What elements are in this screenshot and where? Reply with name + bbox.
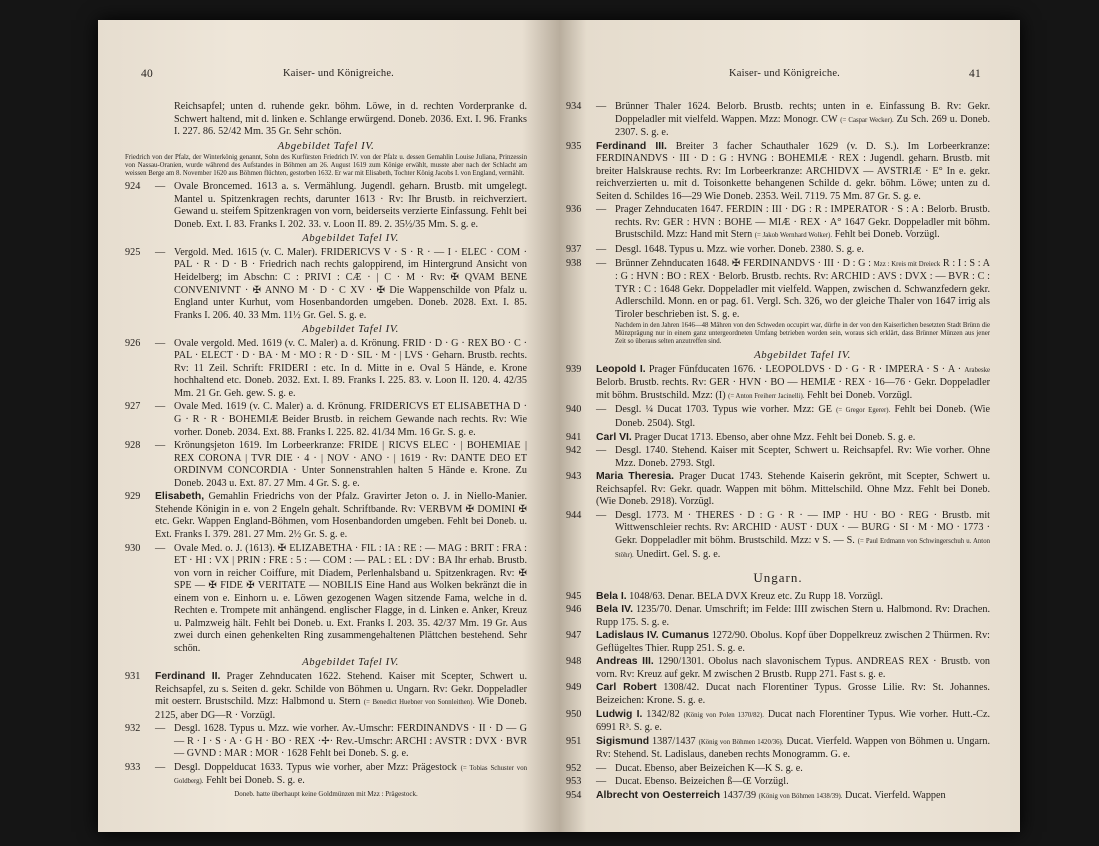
entry-number: 924 [125, 181, 141, 193]
entry-number: 938 [566, 257, 582, 269]
entry-text: Prager Zehnducaten 1622. Stehend. Kaiser mit Scepter, Schwert u. Reichsapfel, zu s. Seiten d. gekr. Schilde von Böhmen u. Ungarn. Rv: Gekr. Doppeladler mit oesterr. Brustschild. Mzz: Halbmond u. Stern [155, 670, 527, 708]
mintmaster-note: (= Benedict Huebner von Sonnleithen). [363, 699, 475, 707]
entry-text: Prager Ducat 1713. Ebenso, aber ohne Mzz. Fehlt bei Doneb. S. g. e. [634, 431, 916, 443]
plate-caption: Abgebildet Tafel IV. [277, 139, 375, 152]
entry-number: 942 [566, 445, 582, 457]
entry-text-cont: Fehlt bei Doneb. Vorzügl. [834, 229, 940, 241]
entry-number: 941 [566, 431, 582, 443]
right-text-column [566, 101, 990, 804]
catalog-entry-935 [566, 141, 990, 204]
running-title: Kaiser- und Königreiche. [729, 68, 841, 79]
mintmaster-note: (= Tobias Schuster von Goldberg). [174, 764, 528, 786]
catalog-entry-936: 936 — Prager Zehnducaten 1647. FERDIN : III · DG : R : IMPERATOR · S : A : Belorb. Brustb. rechts. Rv: GER : HVN : BOHE — MIÆ · REX · A° 1647 Gekr. Doppeladler mit böhm. Brustschild. Mzz: Hand mit Stern (= Jakob Wernhard Wolker). Fehlt bei Doneb. Vorzügl. [566, 204, 990, 241]
ruler-name: Bela I. [596, 590, 627, 602]
entry-number: 937 [566, 244, 582, 256]
catalog-entry-951 [566, 736, 990, 762]
entry-number: 926 [125, 337, 141, 349]
entry-text: Prager Zehnducaten 1647. FERDIN : III · DG : R : IMPERATOR · S : A : Belorb. Brustb. rechts. Rv: GER : HVN : BOHE — MIÆ · REX · A° 1647 Gekr. Doppeladler mit böhm. Brustschild. Mzz: Hand mit Stern [615, 204, 990, 241]
reign-note: (König von Böhmen 1438/39). [758, 792, 843, 800]
page-number: 40 [141, 68, 153, 80]
entry-number: 928 [125, 440, 141, 452]
entry-text: Prager Ducat 1743. Stehende Kaiserin gekrönt, mit Scepter, Schwert u. Reichsapfel. Rv: Gekr. quadr. Wappen mit böhm. Mittelschild. Ohne Mzz. Fehlt bei Doneb. (Wie Doneb. 2918). Vorzügl. [596, 471, 990, 508]
catalog-entry-927: 927 — Ovale Med. 1619 (v. C. Maler) a. d. Krönung. FRIDERICVS ET ELISABETHA D · G · R · R · BOHEMIÆ Beider Brustb. in reichem Gewande nach rechts. Rv: Wie vorher. Doneb. 2034. Ext. 88. Franks I. 225. 82. 41/34 Mm. 16 Gr. S. g. e. [125, 401, 527, 438]
catalog-entry-945 [566, 591, 990, 604]
mintmaster-note: (= Jakob Wernhard Wolker). [754, 232, 833, 240]
catalog-entry-946 [566, 604, 990, 629]
entry-number: 943 [566, 471, 582, 483]
catalog-entry-952: 952 — Ducat. Ebenso, aber Beizeichen K—K S. g. e. [566, 762, 803, 774]
catalog-entry-926: 926 — Ovale vergold. Med. 1619 (v. C. Maler) a. d. Krönung. FRID · D · G · REX BO · C · PAL · ELECT · D · BA · M · MO : R · D · SIL · M · | LVS · Geharn. Brustb. rechts. Rv: 11 Zeil. Schrift: FRIDERI : etc. In d. Mitte in e. Oval 5 Hände, e. Krone hochhaltend etc. Doneb. 2032. Ext. I. 89. Franks I. 225. 83. v. Loon II. 120. 4. 42/35 Mm. 21 Gr. Geh. gew. S. g. e. [125, 337, 527, 399]
entry-text-cont: Zu Sch. 269 u. Doneb. 2307. S. g. e. [615, 113, 990, 139]
catalog-entry-928: 928 — Krönungsjeton 1619. Im Lorbeerkranze: FRIDE | RICVS ELEC · | BOHEMIAE | REX CORONA | TVR DIE · 4 · | NOV · ANO · | 1619 · Rv: DANTE DEO ET ORDINVM CONCORDIA · Unter Sonnenstrahlen halten 5 Hände e. Krone. Zu Doneb. 2043 u. Ext. 87. 27 Mm. 4 Gr. S. g. e. [125, 440, 527, 489]
ruler-name: Ladislaus IV. Cumanus [596, 630, 710, 642]
entry-number: 939 [566, 363, 582, 375]
ruler-name: Ludwig I. [596, 708, 643, 720]
ruler-name: Sigismund [596, 735, 650, 747]
entry-text: Desgl. 1648. Typus u. Mzz. wie vorher. Doneb. 2380. S. g. e. [615, 244, 864, 256]
catalog-entry-939 [566, 364, 990, 404]
entry-number: 933 [125, 761, 141, 773]
entry-text: Prager Fünfducaten 1676. · LEOPOLDVS · D · G · R · IMPERA · S · A · [648, 363, 962, 375]
catalog-entry-925: 925 — Vergold. Med. 1615 (v. C. Maler). FRIDERICVS V · S · R · — I · ELEC · COM · PAL · R · D · B · Friedrich nach rechts galoppirend, im Hintergrund Ansicht von Heidelberg; im Abschn: C : PRIVI : CÆ · | C · M · Rv: ✠ QVAM BENE CONVENIVNT · ✠ ANNO M · D · C XV · ✠ Die Wappenschilde von Pfalz u. England unter Kurhut, vom Hosenbandorden umgeben. Doneb. 2028. Ext. I. 85. Franks I. 206. 40. 33 Mm. 11½ Gr. Gel. S. g. e. Abgebildet Tafel IV. [125, 246, 527, 336]
entry-text: Ducat. Ebenso, aber Beizeichen K—K S. g. e. [615, 762, 803, 774]
historical-note: Nachdem in den Jahren 1646—48 Mähren von den Schweden occupirt war, dürfte in der von den Kaiserlichen besetzten Stadt Brünn die Münzprägung nur in einem ganz untergeordneten Umfang betrieben worden sein, woraus sich erklärt, dass Brünner Münzen aus jener Zeit so überaus selten anzutreffen sind. [615, 322, 990, 346]
left-page [98, 20, 559, 832]
entry-text-cont: Fehlt bei Doneb. (Wie Doneb. 2504). Stgl. [615, 404, 991, 430]
catalog-entry-943 [566, 471, 990, 509]
catalog-entry-924: 924 — Ovale Broncemed. 1613 a. s. Vermählung. Jugendl. geharn. Brustb. mit umgelegt. Mantel u. Spitzenkragen rechts, darunter 1613 · Rv: Ihr Brustb. in reichverziert. Gewand u. steifem Spitzenkragen von vorn, beiderseits verzierte Einfassung. Fehlt bei Doneb. Ext. I. 83. Franks I. 202. 33. v. Loon II. 89. 2. 35½/35 Mm. S. g. e. Abgebildet Tafel IV. [125, 181, 527, 245]
entry-number: 949 [566, 682, 582, 694]
entry-text: 1235/70. Denar. Umschrift; im Felde: IIII zwischen Stern u. Halbmond. Rv: Drachen. Rupp 175. S. g. e. [596, 604, 990, 628]
entry-text-cont: Ducat nach Florentiner Typus. Wie vorher. Hutt.-Cz. 6991 R³. S. g. e. [596, 708, 991, 734]
reign-note: (König von Böhmen 1420/36). [698, 738, 784, 746]
catalog-entry-929 [125, 491, 527, 541]
catalog-entry-954 [566, 790, 990, 804]
reign-note: (König von Polen 1370/82). [683, 711, 764, 719]
catalog-entry-940: 940 — Desgl. ¼ Ducat 1703. Typus wie vorher. Mzz: GE (= Gregor Egerer). Fehlt bei Doneb. (Wie Doneb. 2504). Stgl. [566, 404, 991, 430]
ruler-name: Albrecht von Oesterreich [596, 789, 721, 801]
ruler-name: Carl VI. [596, 431, 632, 443]
ruler-name: Ferdinand II. [155, 670, 221, 682]
entry-number: 951 [566, 735, 582, 747]
catalog-entry-934: 934 — Brünner Thaler 1624. Belorb. Brustb. rechts; unten in e. Einfassung B. Rv: Gekr. Doppeladler mit vielfeld. Wappen. Mzz: Monogr. CW (= Caspar Wecker). Zu Sch. 269 u. Doneb. 2307. S. g. e. [566, 101, 990, 139]
catalog-entry-930: 930 — Ovale Med. o. J. (1613). ✠ ELIZABETHA · FIL : IA : RE : — MAG : BRIT : FRA : ET · HI : VX | PRIN : FRE : 5 : — COM : — PAL : EL : DV : BA Ihr erhab. Brustb. von vorn in reicher Coiffure, mit Diadem, Perlenhalsband u. Spitzenkragen. Rv: ✠ SPE — ✠ FIDE ✠ VERITATE — NOBILIS Eine Hand aus Wolken bekränzt die in einem von e. Einhorn u. e. Löwen gezogenen Wagen sitzende Fama, welche in d. Rechten e. Trompete mit anhängend. englischer Flagge, in d. Linken e. Anker, Kreuz u. Palmzweig hält. Fehlt bei Doneb. u. Ext. Franks I. 203. 35. 42/37 Mm. 19 Gr. Aus zwei durch einen gehenkelten Ring zusammengehaltenen Plättchen bestehend. Sehr schön. Abgebildet Tafel IV. [125, 542, 527, 669]
plate-caption: Abgebildet Tafel IV. [302, 232, 399, 245]
entry-text: Desgl. 1740. Stehend. Kaiser mit Scepter, Schwert u. Reichsapfel. Rv: Wie vorher. Ohne Mzz. Doneb. 2793. Stgl. [615, 445, 990, 469]
entry-text-cont: Ducat. Vierfeld. Wappen [845, 789, 946, 801]
entry-number: 945 [566, 590, 582, 602]
entry-text: Desgl. 1628. Typus u. Mzz. wie vorher. Av.-Umschr: FERDINANDVS · II · D — G — R · I · S · A · G H · BO · REX ·✢· Rev.-Umschr: ARCHI : AVSTR : DVX · BVR — GVND : MAR : MOR · 1628 Fehlt bei Doneb. S. g. e. [174, 723, 527, 760]
page-number: 41 [969, 68, 981, 80]
book-spread [98, 20, 1020, 832]
entry-text: Desgl. ¼ Ducat 1703. Typus wie vorher. Mzz: GE [615, 404, 832, 416]
entry-number: 925 [125, 246, 141, 258]
entry-number: 950 [566, 708, 582, 720]
mintmaster-note: (= Caspar Wecker). [840, 116, 894, 124]
ruler-name: Ferdinand III. [596, 140, 667, 152]
continuation-text: Reichsapfel; unten d. ruhende gekr. böhm. Löwe, in d. rechten Vorderpranke d. Schwert haltend, mit d. linken e. Schlange erwürgend. Doneb. 2036. Ext. I. 96. Franks I. 227. 86. 52/42 Mm. 35 Gr. Sehr schön. [174, 101, 527, 138]
entry-number: 954 [566, 789, 582, 801]
entry-text-cont: Fehlt bei Doneb. S. g. e. [206, 775, 305, 787]
entry-text: 1437/39 [722, 789, 757, 801]
entry-number: 953 [566, 776, 582, 788]
ruler-name: Elisabeth, [155, 491, 205, 503]
entry-number: 944 [566, 509, 582, 521]
catalog-entry-949 [566, 682, 990, 707]
entry-text: 1272/90. Obolus. Kopf über Doppelkreuz zwischen 2 Thürmen. Rv: Geflügeltes Thier. Rupp 251. S. g. e. [596, 630, 991, 654]
entry-text-cont: Unedirt. Gel. S. g. e. [636, 548, 721, 560]
catalog-entry-948 [566, 656, 990, 681]
entry-text: Brünner Zehnducaten 1648. ✠ FERDINANDVS · III · D : G : [615, 257, 871, 269]
catalog-entry-947 [566, 630, 990, 655]
entry-number: 929 [125, 491, 141, 503]
entry-number: 940 [566, 404, 582, 416]
entry-number: 932 [125, 723, 141, 735]
entry-text: Desgl. Doppelducat 1633. Typus wie vorher, aber Mzz: Prägestock [174, 761, 457, 773]
entry-text: 1048/63. Denar. BELA DVX Kreuz etc. Zu Rupp 18. Vorzügl. [629, 590, 883, 602]
entry-text: Desgl. 1773. M · THERES · D : G · R · — IMP · HU · BO · REG · Brustb. mit Wittwenschleier rechts. Rv: ARCHID · AUST · DUX · — BURG · SI · M · MO · 1773 · Gekr. Doppeladler mit böhm. Brustschild. Mzz: v S. — S. [615, 509, 990, 546]
catalog-entry-953: 953 — Ducat. Ebenso. Beizeichen ß—Œ Vorzügl. [566, 776, 789, 788]
catalog-entry-942: 942 — Desgl. 1740. Stehend. Kaiser mit Scepter, Schwert u. Reichsapfel. Rv: Wie vorher. Ohne Mzz. Doneb. 2793. Stgl. [566, 445, 990, 469]
entry-number: 947 [566, 630, 582, 642]
entry-number: 948 [566, 656, 582, 668]
entry-text: 1387/1437 [652, 735, 696, 747]
entry-text-cont: Belorb. Brustb. rechts. Rv: GER · HVN · BO — HEMIÆ · REX · 16—76 · Gekr. Doppeladler mit böhm. Brustschild. Mzz: (I) [596, 377, 990, 401]
entry-number: 952 [566, 762, 582, 774]
entry-text: 1342/82 [646, 708, 680, 720]
entry-text: Ovale Med. o. J. (1613). ✠ ELIZABETHA · FIL : IA : RE : — MAG : BRIT : FRA : ET · HI : VX | PRIN : FRE : 5 : — COM : — PAL : EL : DV : BA Ihr erhab. Brustb. von vorn in reicher Coiffure, mit Diadem, Perlenhalsband u. Spitzenkragen. Rv: ✠ SPE — ✠ FIDE ✠ VERITATE — NOBILIS Eine Hand aus Wolken bekränzt die in einem von e. Einhorn u. e. Löwen gezogenen Wagen sitzende Fama, welche in d. Rechten e. Trompete mit anhängend. englischer Flagge, in d. Linken e. Anker, Kreuz u. Palmzweig hält. Fehlt bei Doneb. u. Ext. Franks I. 203. 35. 42/37 Mm. 19 Gr. Aus zwei durch einen gehenkelten Ring zusammengehaltenen Plättchen bestehend. Sehr schön. [174, 542, 527, 654]
right-page [559, 20, 1020, 832]
entry-text: Breiter 3 facher Schauthaler 1629 (v. D. S.). Im Lorbeerkranze: FERDINANDVS · III · D : G : HVNG : BOHEMIÆ · REX : Jugendl. geharn. Brustb. mit breiter Halskrause rechts. Rv: Im Lorbeerkranze: ARCHIDVX — AVSTRIÆ · E° In e. gekr. reichverzierten u. mit d. Toisonkette behangenen Schilde d. gekr. böhm. Löwe; unten zu d. Seiten d. Schildes 16—29 Wie Doneb. 2353. Weil. 7119. 75 Mm. 87 Gr. S. g. e. [596, 140, 991, 202]
section-heading: Ungarn. [753, 570, 803, 586]
entry-number: 931 [125, 670, 141, 682]
ruler-name: Bela IV. [596, 604, 634, 616]
entry-text: Ovale vergold. Med. 1619 (v. C. Maler) a. d. Krönung. FRID · D · G · REX BO · C · PAL · ELECT · D · BA · M · MO : R · D · SIL · M · | LVS · Geharn. Brustb. rechts. Rv: 11 Zeil. Schrift: FRIDERI : etc. In d. Mitte in e. Oval 5 Hände, e. Krone hochhaltend etc. Doneb. 2032. Ext. I. 89. Franks I. 225. 83. v. Loon II. 120. 4. 42/35 Mm. 21 Gr. Geh. gew. S. g. e. [174, 337, 527, 399]
catalog-entry-938: 938 — Brünner Zehnducaten 1648. ✠ FERDINANDVS · III · D : G : Mzz : Kreis mit Dreieck R : I : S : A : G : HVN : BO : REX · Belorb. Brustb. rechts. Rv: ARCHID : AVS : DVX : — BVR : C : TYR : C : 1648 Gekr. Doppeladler mit vielfeld. Wappen, zwischen d. Schwanzfedern gekr. Adlerschild. Monn. en or pag. 61. Vergl. Sch. 326, wo der gleiche Thaler von 1647 irrig als Tiroler beschrieben ist. S. g. e. Nachdem in den Jahren 1646—48 Mähren von den Schweden occupirt war, dürfte in der von den Kaiserlichen besetzten Stadt Brünn die Münzprägung nur in einem ganz untergeordneten Umfang betrieben worden sein, woraus sich erklärt, dass Brünner Münzen aus jener Zeit so überaus selten anzutreffen sind. Abgebildet Tafel IV. [566, 257, 991, 362]
mintmaster-note: (= Paul Erdmann von Schwingerschuh u. Anton Stöhr). [615, 537, 990, 559]
entry-number: 946 [566, 604, 582, 616]
entry-text: Gemahlin Friedrichs von der Pfalz. Gravirter Jeton o. J. in Niello-Manier. Stehende Königin in e. von 2 Engeln gehalt. Schriftbande. Rv: VERBVM ✠ DOMINI ✠ etc. Gekr. Wappen England-Böhmen, vom Hosenbandorden umgeben. Fehlt bei Doneb. u. Ext. Franks I. 379. 281. 27 Mm. 2½ Gr. S. g. e. [155, 491, 528, 540]
entry-text: 1290/1301. Obolus nach slavonischem Typus. ANDREAS REX · Brustb. von vorn. Rv: Kreuz auf gekr. M zwischen 2 Brustb. Rupp 271. Fast s. g. e. [596, 656, 991, 680]
entry-number: 934 [566, 101, 582, 112]
entry-text-cont: Wie Doneb. 2125, aber DG—R · Vorzügl. [155, 696, 527, 721]
catalog-entry-932: 932 — Desgl. 1628. Typus u. Mzz. wie vorher. Av.-Umschr: FERDINANDVS · II · D — G — R · I · S · A · G H · BO · REX ·✢· Rev.-Umschr: ARCHI : AVSTR : DVX · BVR — GVND : MAR : MOR · 1628 Fehlt bei Doneb. S. g. e. [125, 723, 527, 760]
entry-text: Brünner Thaler 1624. Belorb. Brustb. rechts; unten in e. Einfassung B. Rv: Gekr. Doppeladler mit vielfeld. Wappen. Mzz: Monogr. CW [615, 101, 990, 125]
footnote: Doneb. hatte überhaupt keine Goldmünzen mit Mzz : Prägestock. [234, 789, 418, 798]
ruler-name: Leopold I. [596, 363, 646, 375]
entry-text: Ovale Broncemed. 1613 a. s. Vermählung. Jugendl. geharn. Brustb. mit umgelegt. Mantel u. Spitzenkragen rechts, darunter 1613 · Rv: Ihr Brustb. in reichverziert. Gewand u. steifem Spitzenkragen von vorn, beiderseits verzierte Einfassung. Fehlt bei Doneb. Ext. I. 83. Franks I. 202. 33. v. Loon II. 89. 2. 35½/35 Mm. S. g. e. [174, 181, 527, 230]
ruler-name: Andreas III. [596, 656, 654, 668]
mintmaster-note: (= Anton Freiherr Jacinelli). [728, 392, 805, 400]
entry-text: Krönungsjeton 1619. Im Lorbeerkranze: FRIDE | RICVS ELEC · | BOHEMIAE | REX CORONA | TVR DIE · 4 · | NOV · ANO · | 1619 · Rv: DANTE DEO ET ORDINVM CONCORDIA · Unter Sonnenstrahlen halten 5 Hände e. Krone. Zu Doneb. 2043 u. Ext. 87. 27 Mm. 4 Gr. S. g. e. [174, 440, 527, 489]
entry-number: 935 [566, 140, 582, 152]
left-text-column [125, 101, 527, 798]
catalog-entry-933: 933 — Desgl. Doppelducat 1633. Typus wie vorher, aber Mzz: Prägestock (= Tobias Schuster von Goldberg). Fehlt bei Doneb. S. g. e. [125, 761, 528, 787]
catalog-entry-931 [125, 671, 527, 722]
ruler-name: Maria Theresia. [596, 471, 675, 483]
plate-caption: Abgebildet Tafel IV. [754, 349, 851, 362]
entry-text: Ovale Med. 1619 (v. C. Maler) a. d. Krönung. FRIDERICVS ET ELISABETHA D · G · R · R · BOHEMIÆ Beider Brustb. in reichem Gewande nach rechts. Rv: Wie vorher. Doneb. 2034. Ext. 88. Franks I. 225. 82. 41/34 Mm. 16 Gr. S. g. e. [174, 401, 527, 438]
catalog-entry-944: 944 — Desgl. 1773. M · THERES · D : G · R · — IMP · HU · BO · REG · Brustb. mit Wittwenschleier rechts. Rv: ARCHID · AUST · DUX · — BURG · SI · M · MO · 1773 · Gekr. Doppeladler mit böhm. Brustschild. Mzz: v S. — S. (= Paul Erdmann von Schwingerschuh u. Anton Stöhr). Unedirt. Gel. S. g. e. [566, 509, 990, 560]
entry-text-end: Fehlt bei Doneb. Vorzügl. [807, 389, 913, 401]
plate-caption: Abgebildet Tafel IV. [302, 323, 399, 336]
mintmaster-note: (= Gregor Egerer). [836, 407, 891, 415]
ornament-note: Arabeske [964, 366, 991, 374]
entry-text-cont: Ducat. Vierfeld. Wappen von Böhmen u. Ungarn. Rv: Stehend. St. Ladislaus, daneben rechts Monogramm. G. e. [596, 735, 991, 761]
entry-text: Ducat. Ebenso. Beizeichen ß—Œ Vorzügl. [615, 776, 789, 788]
entry-text: 1308/42. Ducat nach Florentiner Typus. Grosse Lilie. Rv: St. Johannes. Beizeichen: Krone. S. g. e. [596, 682, 990, 706]
historical-note: Friedrich von der Pfalz, der Winterkönig genannt, Sohn des Kurfürsten Friedrich IV. von der Pfalz u. dessen Gemahlin Louise Juliana, Prinzessin von Nassau-Oranien, wurde während des Aufstandes in Böhmen am 26. August 1619 zum Könige erwählt, musste aber nach der Schlacht am weissen Berge am 8. November 1620 aus Böhmen flüchten, gestorben 1632. Er war mit Elisabeth, Tochter König Jacobs I. von England, vermählt. [125, 154, 527, 178]
entry-text-cont: R : I : S : A : G : HVN : BO : REX · Belorb. Brustb. rechts. Rv: ARCHID : AVS : DVX : — BVR : C : TYR : C : 1648 Gekr. Doppeladler mit vielfeld. Wappen, zwischen d. Schwanzfedern gekr. Adlerschild. Monn. en or pag. 61. Vergl. Sch. 326, wo der gleiche Thaler von 1647 irrig als Tiroler beschrieben ist. S. g. e. [615, 257, 991, 320]
catalog-entry-950 [566, 709, 990, 735]
running-title: Kaiser- und Königreiche. [283, 68, 395, 79]
plate-caption: Abgebildet Tafel IV. [302, 656, 399, 669]
catalog-entry-937: 937 — Desgl. 1648. Typus u. Mzz. wie vorher. Doneb. 2380. S. g. e. [566, 244, 864, 256]
entry-number: 927 [125, 401, 141, 413]
entry-number: 936 [566, 204, 582, 216]
entry-number: 930 [125, 542, 141, 554]
ruler-name: Carl Robert [596, 682, 657, 694]
catalog-entry-941 [566, 432, 990, 445]
entry-text: Vergold. Med. 1615 (v. C. Maler). FRIDERICVS V · S · R · — I · ELEC · COM · PAL · R · D · B · Friedrich nach rechts galoppirend, im Hintergrund Ansicht von Heidelberg; im Abschn: C : PRIVI : CÆ · | C · M · Rv: ✠ QVAM BENE CONVENIVNT · ✠ ANNO M · D · C XV · ✠ Die Wappenschilde von Pfalz u. England unter Kurhut, vom Hosenbandorden umgeben. Doneb. 2028. Ext. I. 85. Franks I. 206. 40. 33 Mm. 11½ Gr. Gel. S. g. e. [174, 246, 527, 321]
mintmark-note: Mzz : Kreis mit Dreieck [873, 260, 941, 268]
